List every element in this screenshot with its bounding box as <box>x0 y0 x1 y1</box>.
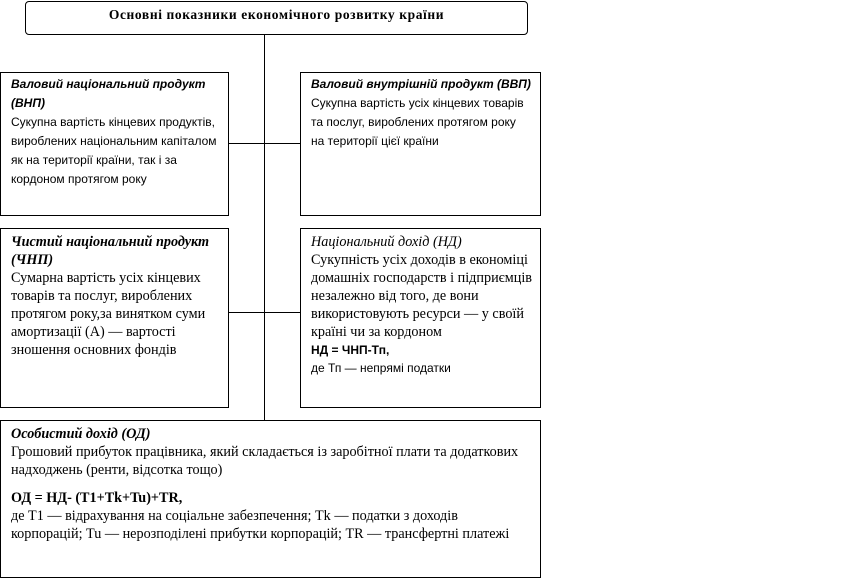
box-net-national-product <box>0 228 229 408</box>
nd-note: де Тп — непрямі податки <box>311 361 451 375</box>
chnp-text: Сумарна вартість усіх кінцевих товарів та послуг, вироблених протягом року,за винятком суми амортизації (А) — вартості зношення основних фондів <box>11 270 206 358</box>
nd-formula: НД = ЧНП-Тп, <box>311 343 390 357</box>
chnp-title: Чистий національний продукт (ЧНП) <box>11 234 210 268</box>
connector-row1 <box>228 143 300 144</box>
vvp-text: Сукупна вартість усіх кінцевих товарів та послуг, вироблених протягом року на території цієї країни <box>311 96 524 148</box>
box-national-income <box>300 228 541 408</box>
connector-row2 <box>228 312 300 313</box>
diagram-title: Основні показники економічного розвитку країни <box>108 7 445 22</box>
nd-text: Сукупність усіх доходів в економіці домашніх господарств і підприємців незалежно від того, де вони використовують ресурси — у своїй країні чи за кордоном <box>311 252 532 340</box>
connector-vertical-trunk <box>264 35 265 420</box>
nd-title: Національний дохід (НД) <box>311 234 462 250</box>
od-text: Грошовий прибуток працівника, який складається із заробітної плати та додаткових надходжень (ренти, відсотка тощо) <box>11 444 519 478</box>
box-personal-income <box>0 420 541 578</box>
diagram-title-box <box>25 1 528 35</box>
box-gross-national-product <box>0 72 229 216</box>
vnp-title: Валовий національний продукт (ВНП) <box>11 77 206 110</box>
vnp-text: Сукупна вартість кінцевих продуктів, вироблених національним капіталом як на території країни, так і за кордоном протягом року <box>11 115 217 186</box>
box-gross-domestic-product <box>300 72 541 216</box>
vvp-title: Валовий внутрішній продукт (ВВП) <box>311 77 531 91</box>
od-note: де T1 — відрахування на соціальне забезпечення; Tk — податки з доходів корпорацій; Tu — нерозподілені прибутки корпорацій; TR — трансфертні платежі <box>11 508 510 542</box>
od-formula: ОД = НД- (T1+Tk+Tu)+TR, <box>11 490 183 506</box>
od-title: Особистий дохід (ОД) <box>11 426 151 442</box>
